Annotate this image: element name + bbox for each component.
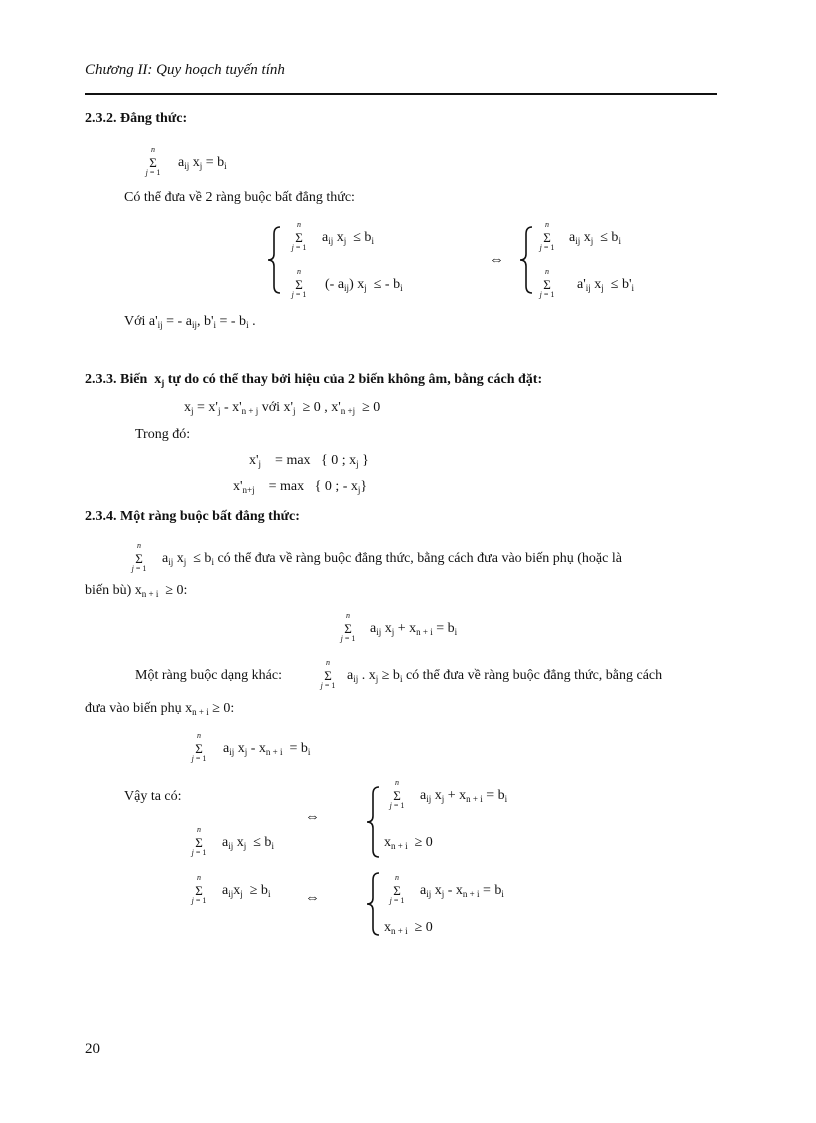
summary-label: Vậy ta có: [124,789,182,804]
sigma-sum: n Σ j = 1 [539,220,555,252]
sigma-sum: n Σ j = 1 [291,267,307,299]
surplus-equation: $a_{ij}$ $x_j - x_{n + i} = b_i$ [223,741,311,757]
sigma-sum: n Σ j = 1 [145,145,161,177]
intro-text: Có thể đưa về 2 ràng buộc bất đẳng thức: [124,190,355,205]
equality-constraint: $a_{ij}$ $x_j = b_i$ [178,155,227,171]
sigma-sum: n Σ j = 1 [291,220,307,252]
substitution-note: Với $a'_{ij}$ = - $a_{ij}$, $b'_i$ = - $b_i$ . [124,314,256,330]
sigma-sum: n Σ j = 1 [131,541,147,573]
summary-system2-row2: $x_{n + i} \ge 0$ [384,920,433,936]
system1-row2: (- $a_{ij}$) $x_j$ ≤ - $b_i$ [325,277,403,293]
sigma-sum: n Σ j = 1 [191,825,207,857]
left-brace-4 [365,872,381,936]
system2-row2: $a'_{ij}$ $x_j \le b'_i$ [577,277,635,293]
definition-row-2: $x'_{n+j}$ = max { 0 ; - $x_j$} [233,479,368,495]
summary-system1-row2: $x_{n + i} \ge 0$ [384,835,433,851]
sigma-sum: n Σ j = 1 [539,267,555,299]
equivalence-symbol: ⇔ [305,890,320,906]
slack-equation-1: $a_{ij}$ $x_j + x_{n + i} = b_i$ [370,621,458,637]
header-rule [85,93,717,95]
definition-row-1: $x'_j$ = max { 0 ; $x_j$ } [249,453,369,469]
section-heading-2-3-3: 2.3.3. Biến $x_j$ tự do có thể thay bởi hiệu của 2 biến không âm, bằng cách đặt: [85,372,543,388]
left-brace-1 [266,226,282,294]
sigma-sum: n Σ j = 1 [340,611,356,643]
free-variable-definition: $x_j = x'_j - x'_{n + j}$ với $x'_j \ge 0$ , $x'_{n +j} \ge 0$ [184,400,381,416]
page-number: 20 [85,1041,100,1057]
system1-row1: $a_{ij}$ $x_j \le b_i$ [322,230,374,246]
summary-ineq-ge: $a_{ij}x_j \ge b_i$ [222,883,271,899]
sigma-sum: n Σ j = 1 [320,658,336,690]
section-heading-2-3-2: 2.3.2. Đẳng thức: [85,111,188,126]
where-label: Trong đó: [135,427,191,442]
summary-system2-row1: $a_{ij}$ $x_j - x_{n + i} = b_i$ [420,883,504,899]
paragraph-2-line-2: đưa vào biến phụ $x_{n + i} \ge 0$: [85,701,235,717]
equivalence-symbol: ⇔ [305,809,320,825]
sigma-sum: n Σ j = 1 [389,873,405,905]
paragraph-line-2: biến bù) $x_{n + i} \ge 0$: [85,583,188,599]
paragraph-line-1: $a_{ij}$ $x_j \le b_i$ có thể đưa về ràng buộc đẳng thức, bằng cách đưa vào biến phụ (hoặc là [162,551,622,567]
running-header: Chương II: Quy hoạch tuyến tính [85,62,285,78]
sigma-sum: n Σ j = 1 [389,778,405,810]
sigma-sum: n Σ j = 1 [191,873,207,905]
section-heading-2-3-4: 2.3.4. Một ràng buộc bất đẳng thức: [85,509,300,524]
summary-system1-row1: $a_{ij}$ $x_j + x_{n + i} = b_i$ [420,788,508,804]
left-brace-3 [365,786,381,858]
sigma-sum: n Σ j = 1 [191,731,207,763]
system2-row1: $a_{ij}$ $x_j \le b_i$ [569,230,621,246]
paragraph-2-formula: $a_{ij}$ . $x_j \ge b_i$ có thể đưa về ràng buộc đẳng thức, bằng cách [347,668,663,684]
equivalence-symbol: ⇔ [489,252,504,268]
summary-ineq-le: $a_{ij}$ $x_j \le b_i$ [222,835,274,851]
paragraph-2-line-1: Một ràng buộc dạng khác: [135,668,282,683]
